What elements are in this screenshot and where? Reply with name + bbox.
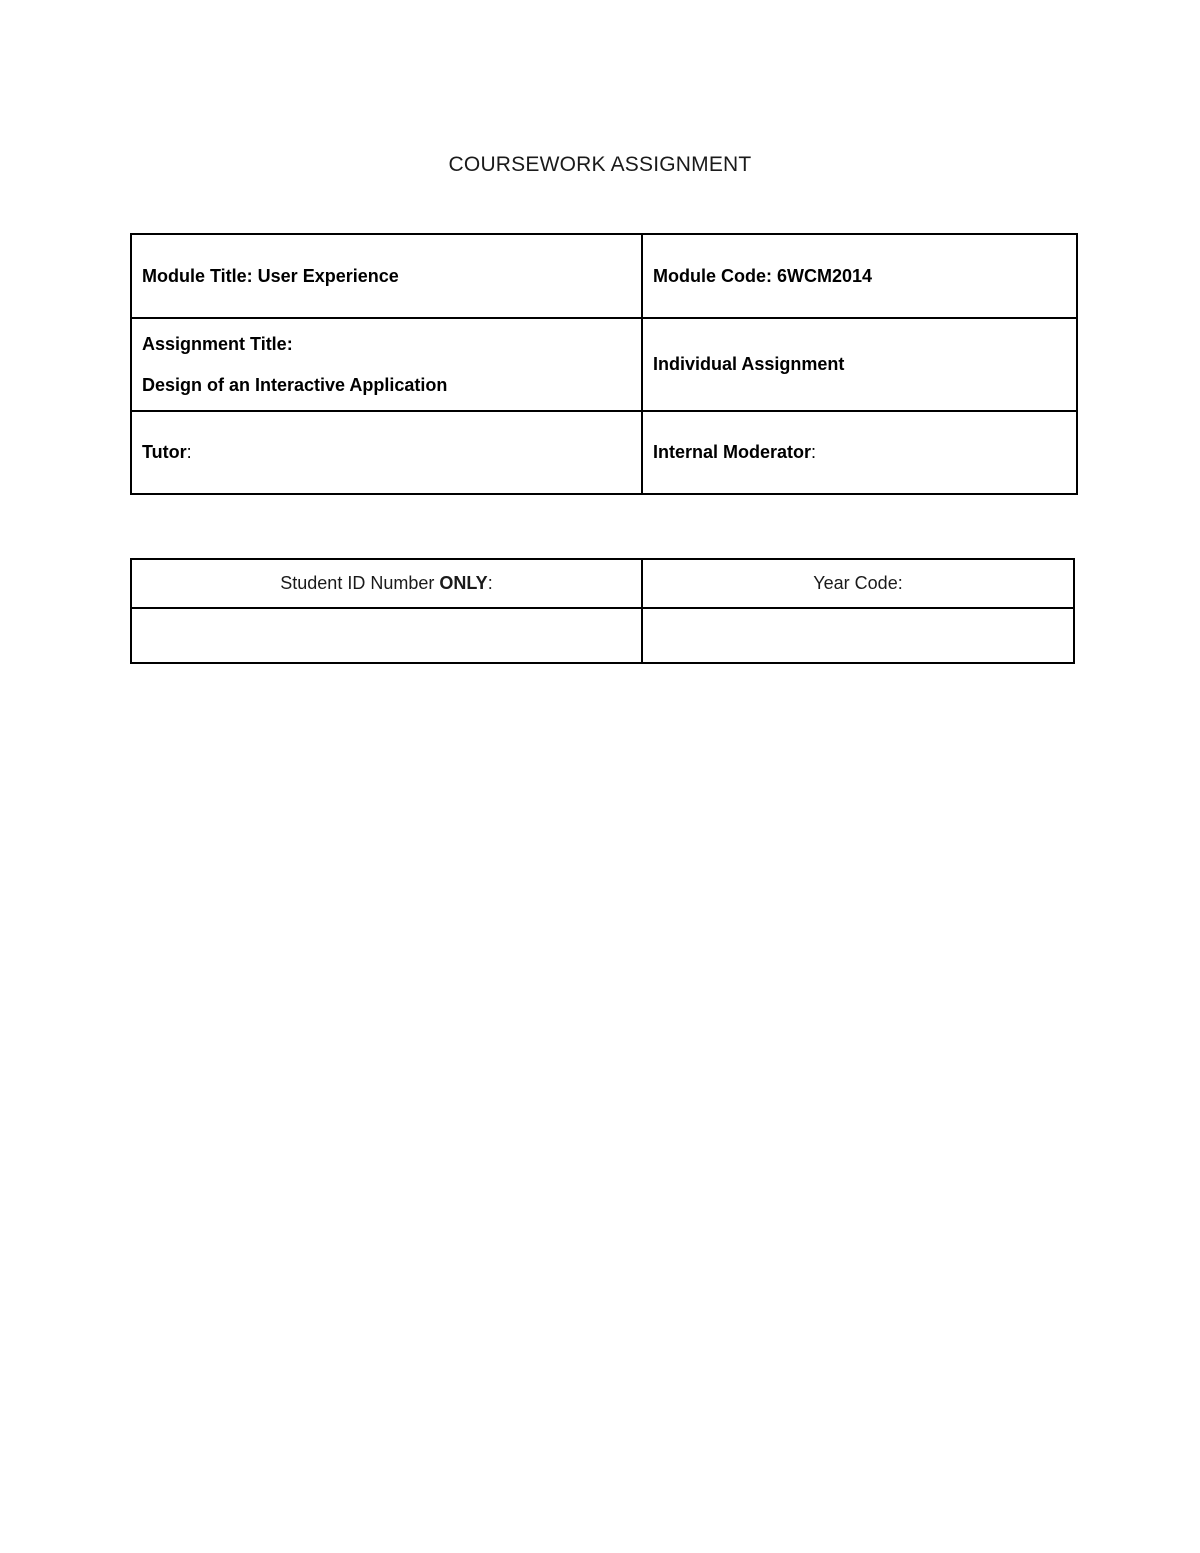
assignment-title-value: Design of an Interactive Application <box>142 374 448 395</box>
table-row <box>131 318 1077 411</box>
student-id-colon: : <box>487 573 493 593</box>
year-code-header: Year Code: <box>642 559 1074 608</box>
student-id-table <box>130 558 1075 664</box>
moderator-colon: : <box>811 442 817 462</box>
assignment-type-cell: Individual Assignment <box>642 318 1077 411</box>
page-title: COURSEWORK ASSIGNMENT <box>448 153 752 176</box>
tutor-colon: : <box>186 442 192 462</box>
assignment-title-label: Assignment Title: <box>142 333 293 354</box>
module-title-cell: Module Title: User Experience <box>131 234 642 318</box>
tutor-cell <box>131 411 642 494</box>
student-id-emphasis: ONLY <box>439 573 488 593</box>
moderator-label: Internal Moderator <box>653 442 812 462</box>
year-code-value-cell[interactable] <box>642 608 1074 663</box>
table-row <box>131 234 1077 318</box>
moderator-cell <box>642 411 1077 494</box>
module-code-cell: Module Code: 6WCM2014 <box>642 234 1077 318</box>
student-id-value-cell[interactable] <box>131 608 642 663</box>
student-id-label: Student ID Number <box>280 573 440 593</box>
table-row <box>131 559 1074 608</box>
module-info-table <box>130 233 1078 495</box>
student-id-header <box>131 559 642 608</box>
table-row <box>131 411 1077 494</box>
table-row <box>131 608 1074 663</box>
assignment-title-cell <box>131 318 642 411</box>
tutor-label: Tutor <box>142 442 187 462</box>
